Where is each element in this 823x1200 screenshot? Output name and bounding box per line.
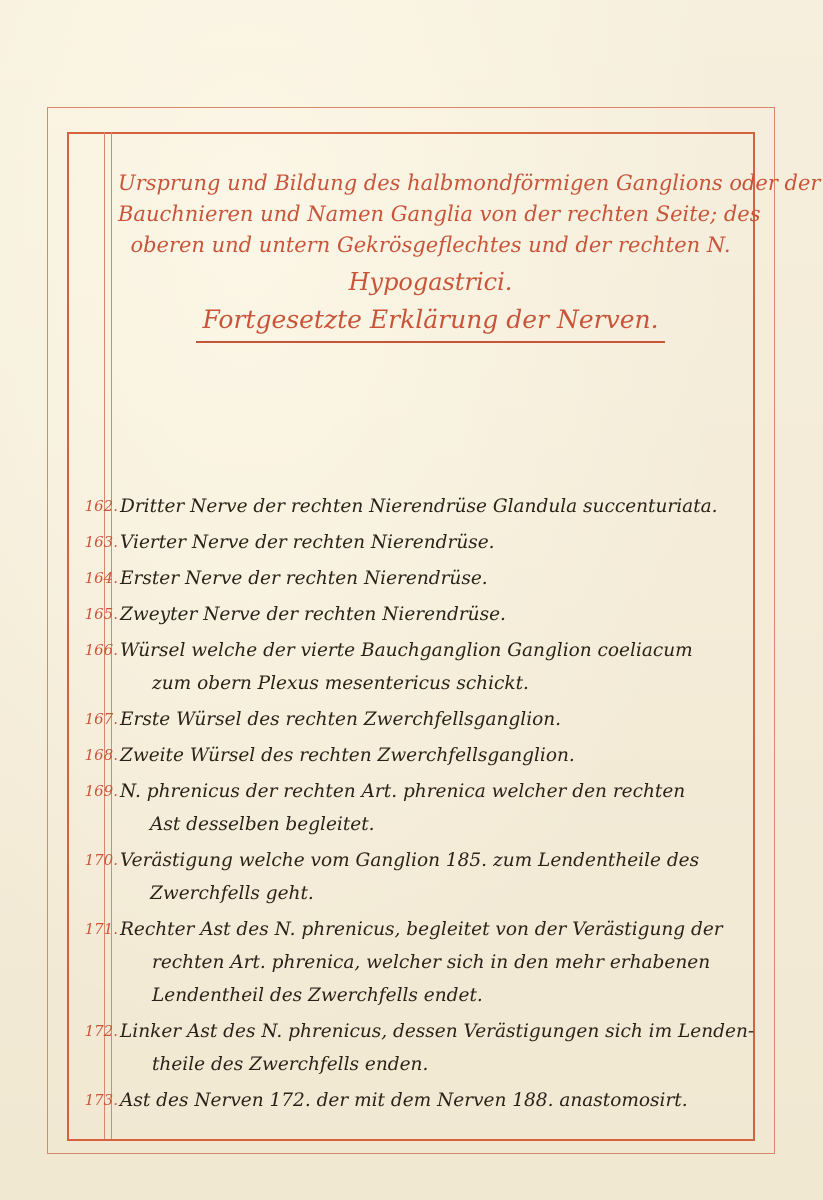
entry-number: 168. — [84, 746, 118, 764]
entry-text-continued: Zwerchfells geht. — [150, 883, 314, 904]
list-item — [84, 844, 754, 910]
entry-number: 170. — [84, 851, 118, 869]
entry-text: Würsel welche der vierte Bauchganglion Ganglion coeliacum — [120, 640, 693, 661]
entry-text: Erste Würsel des rechten Zwerchfellsganglion. — [120, 709, 562, 730]
entry-text: Rechter Ast des N. phrenicus, begleitet von der Verästigung der — [120, 919, 723, 940]
list-item — [84, 598, 754, 631]
title-line-4: Hypogastrici. — [348, 268, 513, 296]
entry-number: 162. — [84, 497, 118, 515]
list-item — [84, 1084, 754, 1117]
entry-text: Ast des Nerven 172. der mit dem Nerven 188. anastomosirt. — [120, 1090, 688, 1111]
entry-text: Erster Nerve der rechten Nierendrüse. — [120, 568, 488, 589]
entry-text-continued: rechten Art. phrenica, welcher sich in den mehr erhabenen — [152, 952, 711, 973]
list-item — [84, 1015, 754, 1081]
entry-text: Zweyter Nerve der rechten Nierendrüse. — [120, 604, 506, 625]
section-heading: Fortgesetzte Erklärung der Nerven. — [196, 301, 664, 343]
entry-number: 167. — [84, 710, 118, 728]
entry-number: 173. — [84, 1091, 118, 1109]
list-item — [84, 526, 754, 559]
list-item — [84, 562, 754, 595]
entry-text: Vierter Nerve der rechten Nierendrüse. — [120, 532, 495, 553]
title-line-3: oberen und untern Gekrösgeflechtes und der rechten N. — [130, 233, 731, 257]
entry-text-continued: zum obern Plexus mesentericus schickt. — [152, 673, 529, 694]
list-item — [84, 775, 754, 841]
entry-text-continued: Ast desselben begleitet. — [150, 814, 375, 835]
entry-number: 172. — [84, 1022, 118, 1040]
entry-text: Zweite Würsel des rechten Zwerchfellsganglion. — [120, 745, 575, 766]
entry-number: 165. — [84, 605, 118, 623]
page-title — [118, 168, 821, 343]
list-item — [84, 913, 754, 1012]
entry-text-continued: theile des Zwerchfells enden. — [152, 1054, 429, 1075]
list-item — [84, 739, 754, 772]
title-line-1: Ursprung und Bildung des halbmondförmigen Ganglions oder der — [118, 171, 821, 195]
entry-number: 166. — [84, 641, 118, 659]
entry-text: N. phrenicus der rechten Art. phrenica welcher den rechten — [120, 781, 686, 802]
list-item — [84, 703, 754, 736]
entry-list — [84, 490, 754, 1120]
entry-text: Linker Ast des N. phrenicus, dessen Verästigungen sich im Lenden- — [120, 1021, 755, 1042]
entry-number: 169. — [84, 782, 118, 800]
entry-number: 164. — [84, 569, 118, 587]
entry-text-continued: Lendentheil des Zwerchfells endet. — [152, 985, 483, 1006]
list-item — [84, 634, 754, 700]
entry-number: 171. — [84, 920, 118, 938]
title-line-2: Bauchnieren und Namen Ganglia von der rechten Seite; des — [118, 202, 761, 226]
entry-text: Verästigung welche vom Ganglion 185. zum Lendentheile des — [120, 850, 700, 871]
list-item — [84, 490, 754, 523]
entry-number: 163. — [84, 533, 118, 551]
entry-text: Dritter Nerve der rechten Nierendrüse Glandula succenturiata. — [120, 496, 718, 517]
